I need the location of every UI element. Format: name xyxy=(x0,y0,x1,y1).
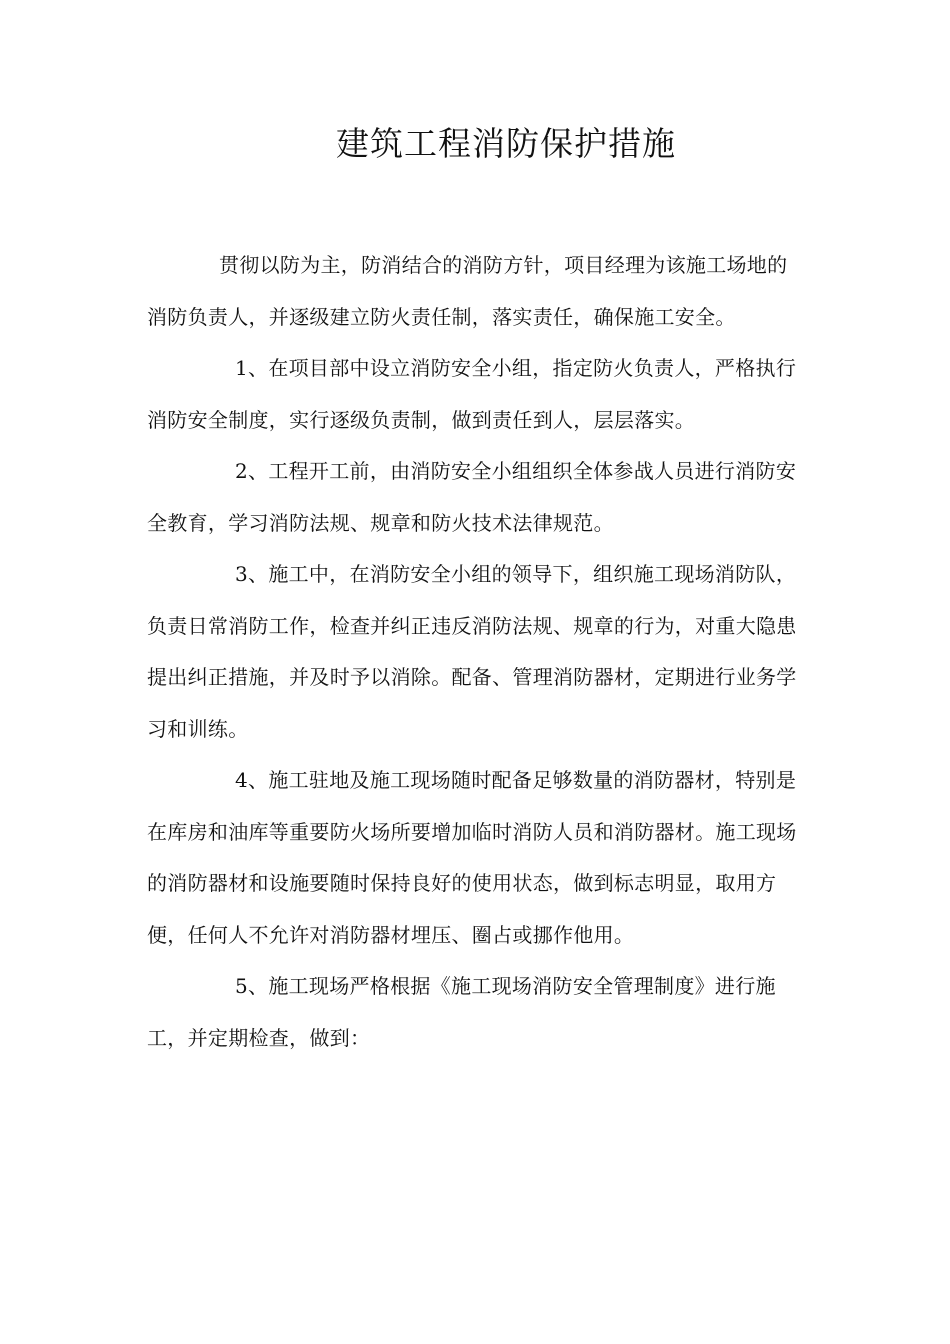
document-body xyxy=(147,240,807,1064)
item-1-paragraph: 1、在项目部中设立消防安全小组，指定防火负责人，严格执行消防安全制度，实行逐级负责制，做到责任到人，层层落实。 xyxy=(147,356,797,432)
item-2-paragraph: 2、工程开工前，由消防安全小组组织全体参战人员进行消防安全教育，学习消防法规、规章和防火技术法律规范。 xyxy=(147,459,797,535)
item-5-paragraph: 5、施工现场严格根据《施工现场消防安全管理制度》进行施工，并定期检查，做到： xyxy=(147,974,776,1050)
item-3-paragraph: 3、施工中，在消防安全小组的领导下，组织施工现场消防队，负责日常消防工作，检查并纠正违反消防法规、规章的行为，对重大隐患提出纠正措施，并及时予以消除。配备、管理消防器材，定期进行业务学习和训练。 xyxy=(147,562,797,741)
item-4-paragraph: 4、施工驻地及施工现场随时配备足够数量的消防器材，特别是在库房和油库等重要防火场所要增加临时消防人员和消防器材。施工现场的消防器材和设施要随时保持良好的使用状态，做到标志明显，取用方便，任何人不允许对消防器材埋压、圈占或挪作他用。 xyxy=(147,768,797,947)
intro-paragraph: 贯彻以防为主，防消结合的消防方针，项目经理为该施工场地的消防负责人，并逐级建立防火责任制，落实责任，确保施工安全。 xyxy=(147,253,788,329)
document-title: 建筑工程消防保护措施 xyxy=(336,124,676,163)
